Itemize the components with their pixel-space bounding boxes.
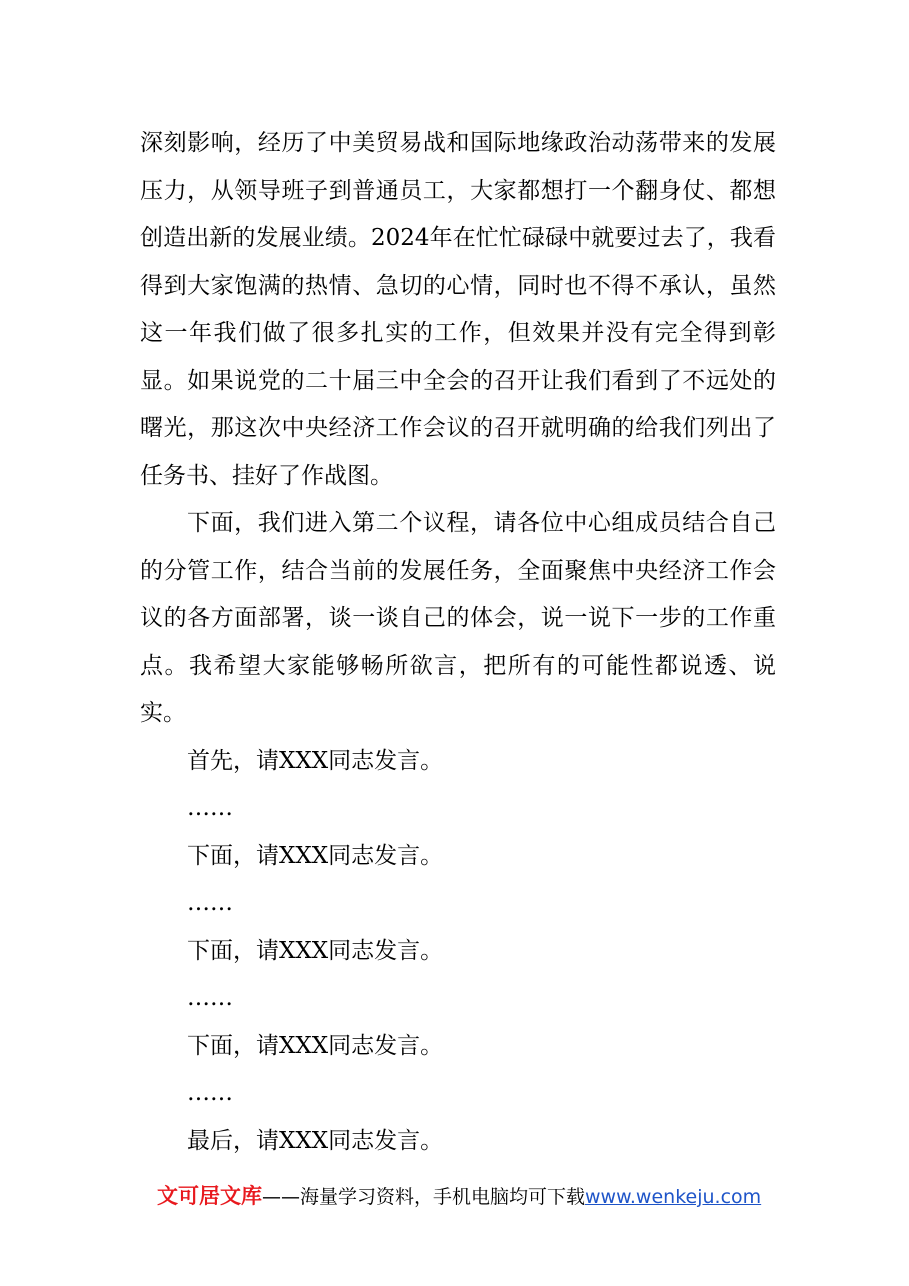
speaker-line-next: 下面，请XXX同志发言。 [187,842,444,869]
speaker-line-first: 首先，请XXX同志发言。 [187,747,444,774]
ellipsis-line: …… [187,795,233,821]
footer-tagline: ——海量学习资料，手机电脑均可下载 [262,1186,586,1208]
ellipsis-line: …… [187,890,233,916]
speaker-line-next: 下面，请XXX同志发言。 [187,1032,444,1059]
body-paragraph-continued: 深刻影响，经历了中美贸易战和国际地缘政治动荡带来的发展压力，从领导班子到普通员工，大家都想打一个翻身仗、都想创造出新的发展业绩。2024年在忙忙碌碌中就要过去了，我看得到大家饱满的热情、急切的心情，同时也不得不承认，虽然这一年我们做了很多扎实的工作，但效果并没有完全得到彰显。如果说党的二十届三中全会的召开让我们看到了不远处的曙光，那这次中央经济工作会议的召开就明确的给我们列出了任务书、挂好了作战图。 [140,130,776,489]
footer-website-link[interactable]: www.wenkeju.com [585,1186,762,1208]
document-body [140,120,776,1165]
ellipsis-line: …… [187,985,233,1011]
footer-banner [157,1180,761,1212]
ellipsis-line: …… [187,1080,233,1106]
body-paragraph-agenda: 下面，我们进入第二个议程，请各位中心组成员结合自己的分管工作，结合当前的发展任务，全面聚焦中央经济工作会议的各方面部署，谈一谈自己的体会，说一说下一步的工作重点。我希望大家能够畅所欲言，把所有的可能性都说透、说实。 [140,510,776,726]
speaker-line-last: 最后，请XXX同志发言。 [187,1127,444,1154]
speaker-line-next: 下面，请XXX同志发言。 [187,937,444,964]
footer-brand: 文可居文库 [157,1184,262,1208]
